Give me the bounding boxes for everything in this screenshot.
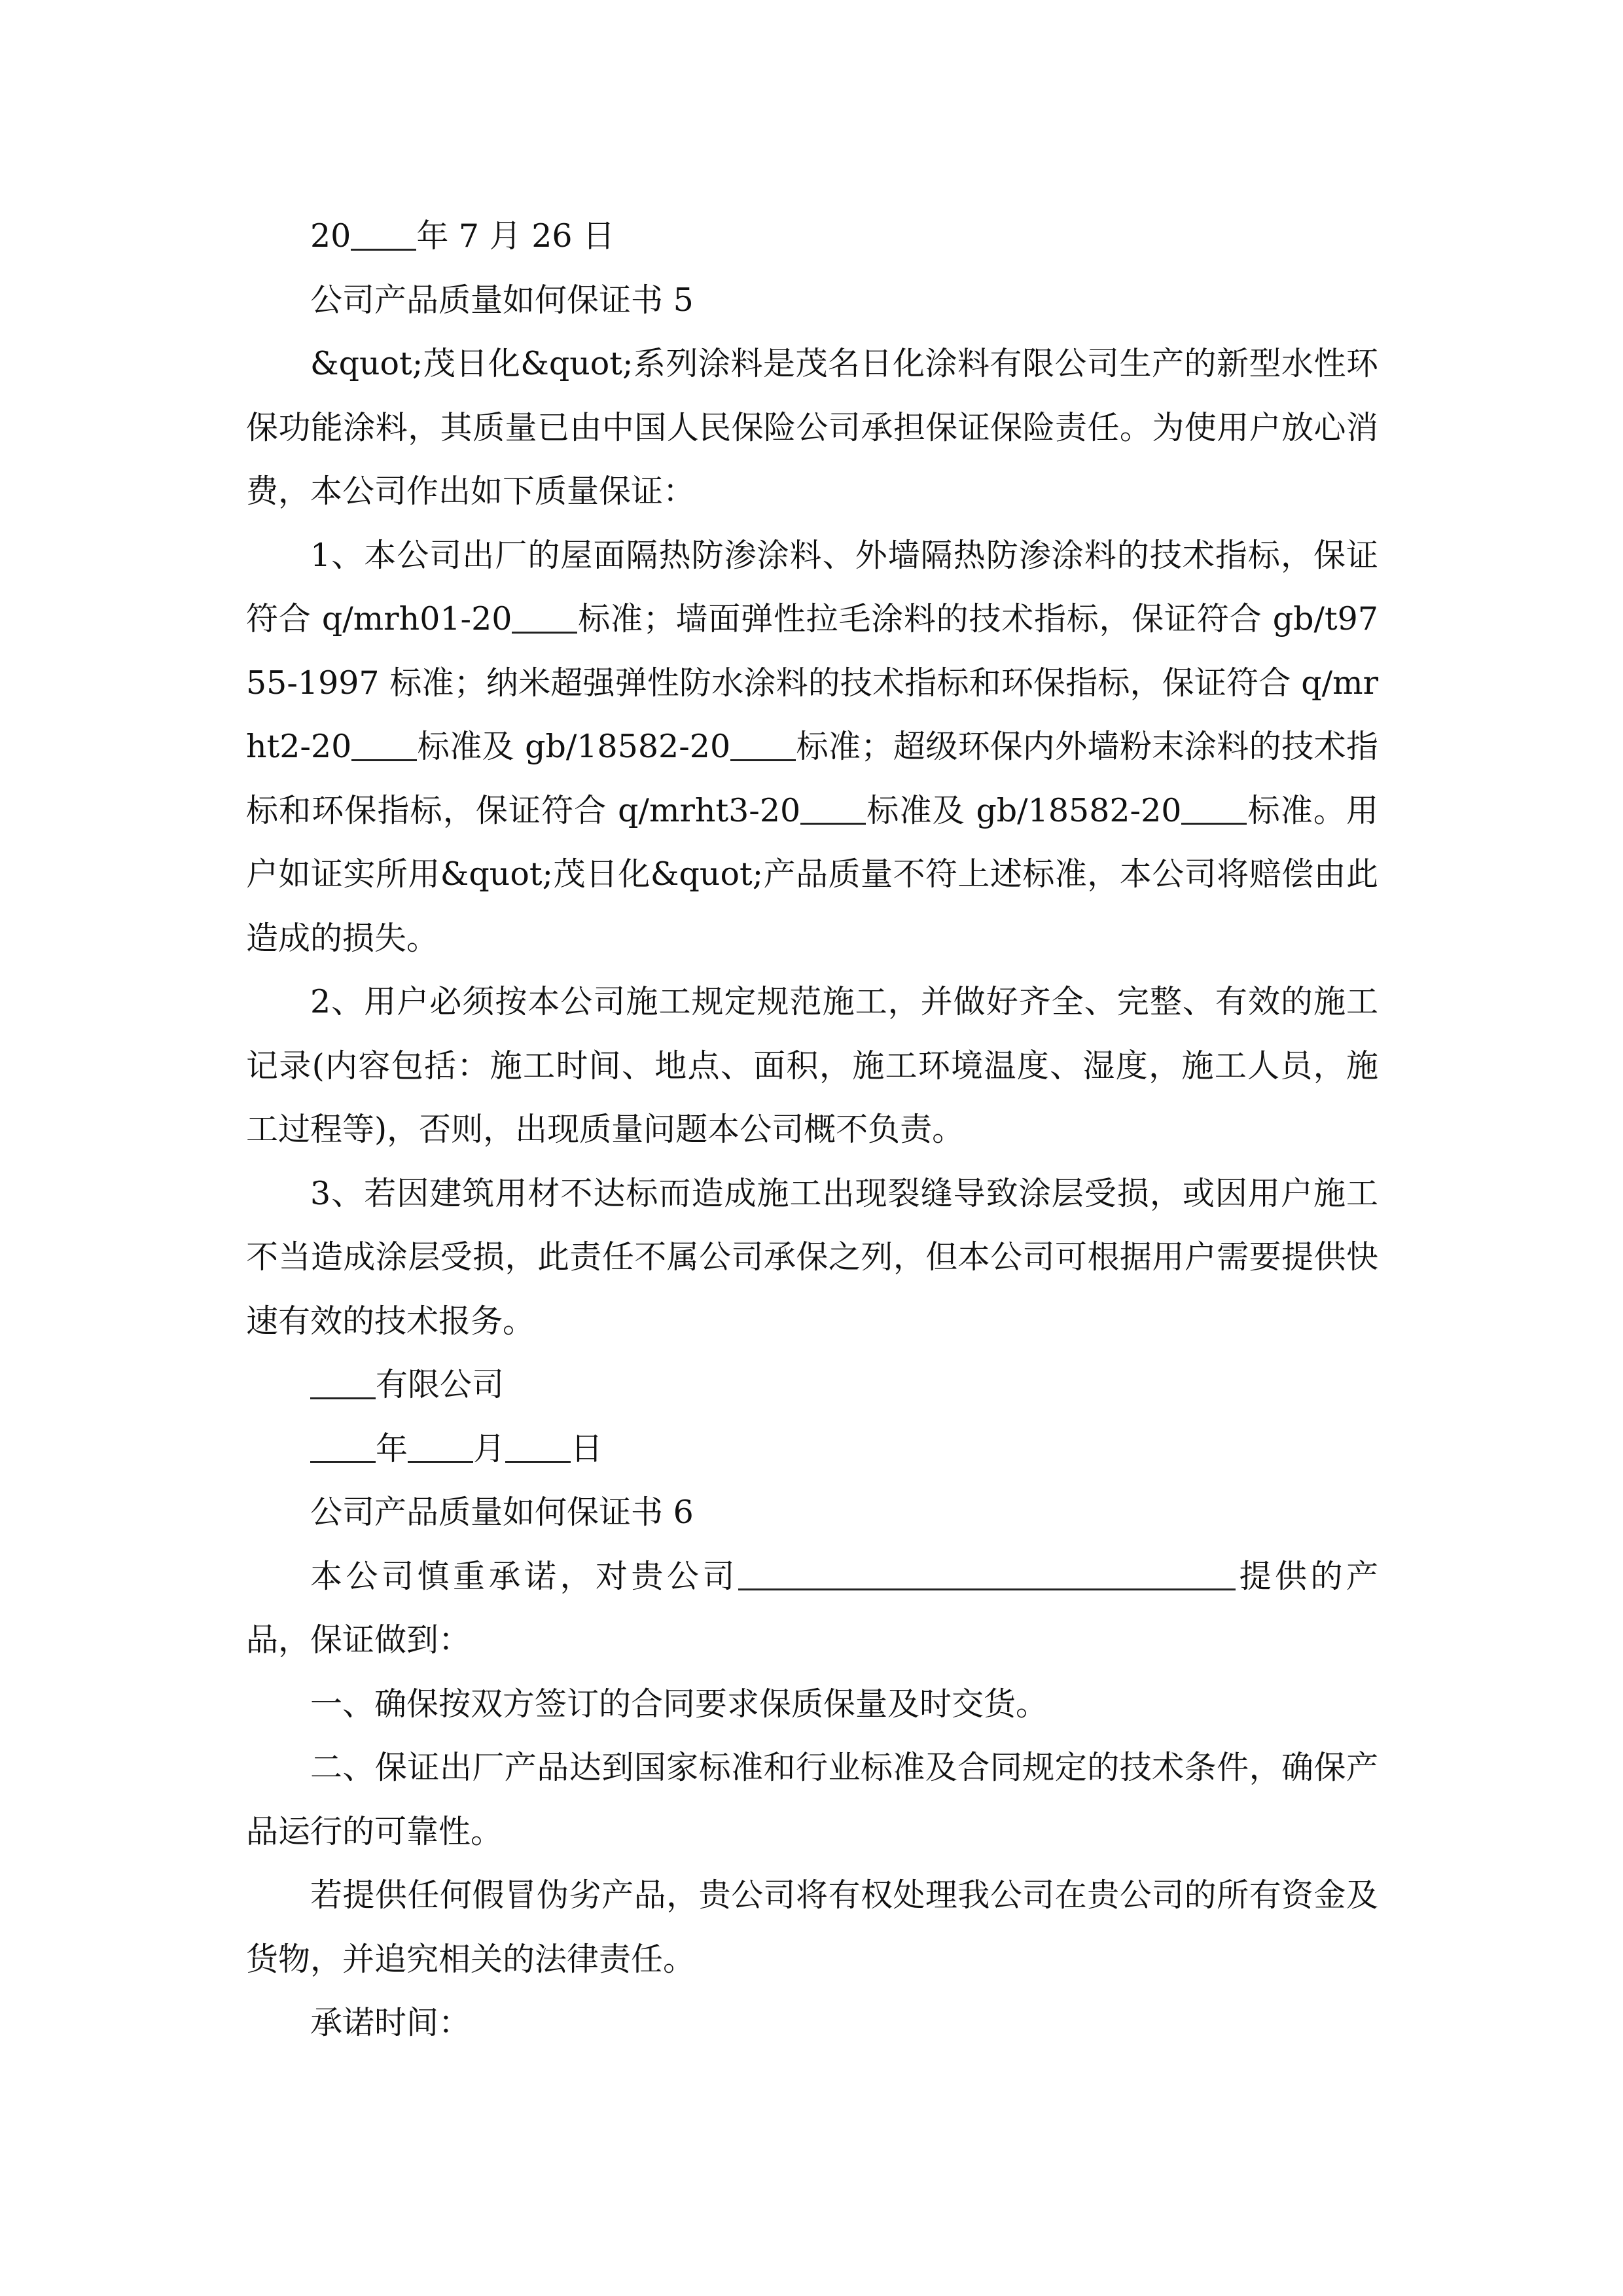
signature-date: 年 月 日 [246,1417,1378,1481]
paragraph-point-1: 一、确保按双方签订的合同要求保质保量及时交货。 [310,1685,1048,1723]
blank-field [512,600,577,634]
paragraph-item-3: 3、若因建筑用材不达标而造成施工出现裂缝导致涂层受损，或因用户施工不当造成涂层受损，此责任不属公司承保之列，但本公司可根据用户需要提供快速有效的技术报务。 [246,1174,1378,1340]
blank-field [351,727,417,761]
paragraph-intro: &quot;茂日化&quot;系列涂料是茂名日化涂料有限公司生产的新型水性环保功能涂料，其质量已由中国人民保险公司承担保证保险责任。为使用户放心消费，本公司作出如下质量保证： [246,345,1378,510]
commitment-time-label: 承诺时间： [310,2004,471,2041]
paragraph-commitment: 本公司慎重承诺，对贵公司 提供的产品，保证做到： [246,1557,1378,1659]
paragraph-liability: 若提供任何假冒伪劣产品，贵公司将有权处理我公司在贵公司的所有资金及货物，并追究相关的法律责任。 [246,1876,1378,1978]
paragraph-point-2: 二、保证出厂产品达到国家标准和行业标准及合同规定的技术条件，确保产品运行的可靠性。 [246,1749,1378,1850]
date-line [246,204,1378,268]
paragraph-item-2: 2、用户必须按本公司施工规定规范施工，并做好齐全、完整、有效的施工记录(内容包括：施工时间、地点、面积，施工环境温度、湿度，施工人员，施工过程等)，否则，出现质量问题本公司概不负责。 [246,983,1378,1148]
blank-field [408,1429,473,1463]
document-body [246,204,1378,2055]
blank-field [505,1429,571,1463]
date-prefix: 20 [310,217,351,255]
blank-field [1181,791,1247,825]
paragraph-item-1: 1、本公司出厂的屋面隔热防渗涂料、外墙隔热防渗涂料的技术指标，保证符合 q/mrh01-20 标准；墙面弹性拉毛涂料的技术指标，保证符合 gb/t9755-1997 标准；纳米超强弹性防水涂料的技术指标和环保指标，保证符合 q/mrht2-20 标准及 gb/18582-20 标准；超级环保内外墙粉末涂料的技术指标和环保指标，保证符合 q/mrht3-20 标准及 gb/18582-20 标准。用户如证实所用&quot;茂日化&quot;产品质量不符上述标准，本公司将赔偿由此造成的损失。 [246,536,1378,957]
date-suffix: 年 7 月 26 日 [416,217,615,255]
blank-field [351,217,416,251]
company-signature: 有限公司 [246,1353,1378,1417]
blank-field [738,1556,1236,1590]
section-title-5: 公司产品质量如何保证书 5 [310,281,694,319]
blank-field [310,1365,376,1399]
blank-field [730,727,796,761]
blank-field [310,1429,376,1463]
section-title-6: 公司产品质量如何保证书 6 [310,1494,694,1531]
blank-field [800,791,866,825]
